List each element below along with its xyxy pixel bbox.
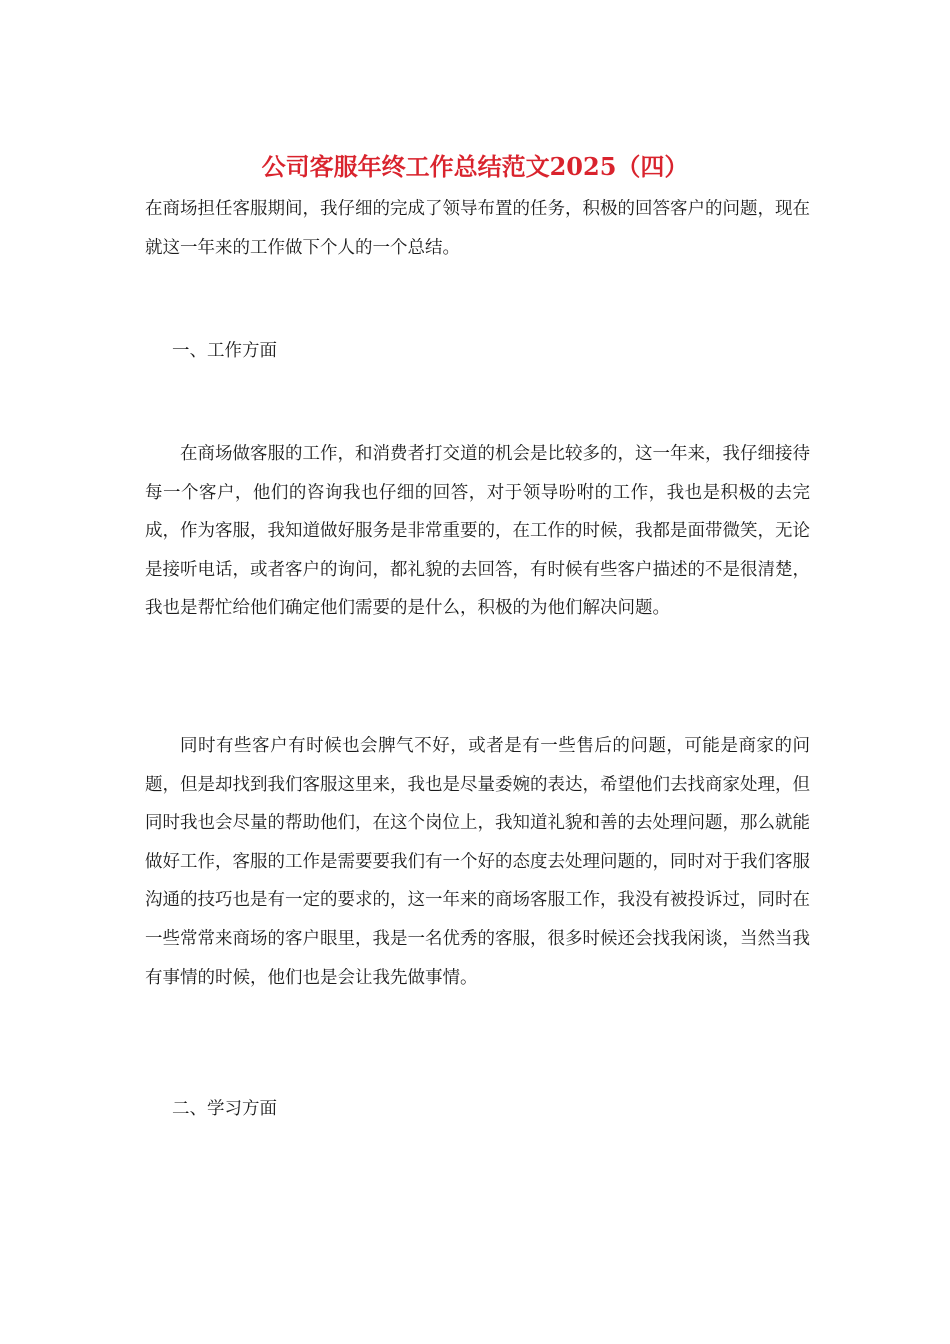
work-paragraph-1: 在商场做客服的工作，和消费者打交道的机会是比较多的，这一年来，我仔细接待每一个客户，他们的咨询我也仔细的回答，对于领导吩咐的工作，我也是积极的去完成，作为客服，我知道做好服务是非常重要的，在工作的时候，我都是面带微笑，无论是接听电话，或者客户的询问，都礼貌的去回答，有时候有些客户描述的不是很清楚，我也是帮忙给他们确定他们需要的是什么，积极的为他们解决问题。: [145, 444, 810, 619]
document-title: 公司客服年终工作总结范文2025（四）: [261, 152, 689, 181]
intro-paragraph: 在商场担任客服期间，我仔细的完成了领导布置的任务，积极的回答客户的问题，现在就这一年来的工作做下个人的一个总结。: [145, 199, 810, 258]
section-heading-study: 二、学习方面: [172, 1099, 277, 1119]
section-heading-work: 一、工作方面: [172, 341, 277, 361]
work-paragraph-2: 同时有些客户有时候也会脾气不好，或者是有一些售后的问题，可能是商家的问题，但是却找到我们客服这里来，我也是尽量委婉的表达，希望他们去找商家处理，但同时我也会尽量的帮助他们，在这个岗位上，我知道礼貌和善的去处理问题，那么就能做好工作，客服的工作是需要要我们有一个好的态度去处理问题的，同时对于我们客服沟通的技巧也是有一定的要求的，这一年来的商场客服工作，我没有被投诉过，同时在一些常常来商场的客户眼里，我是一名优秀的客服，很多时候还会找我闲谈，当然当我有事情的时候，他们也是会让我先做事情。: [145, 736, 810, 988]
